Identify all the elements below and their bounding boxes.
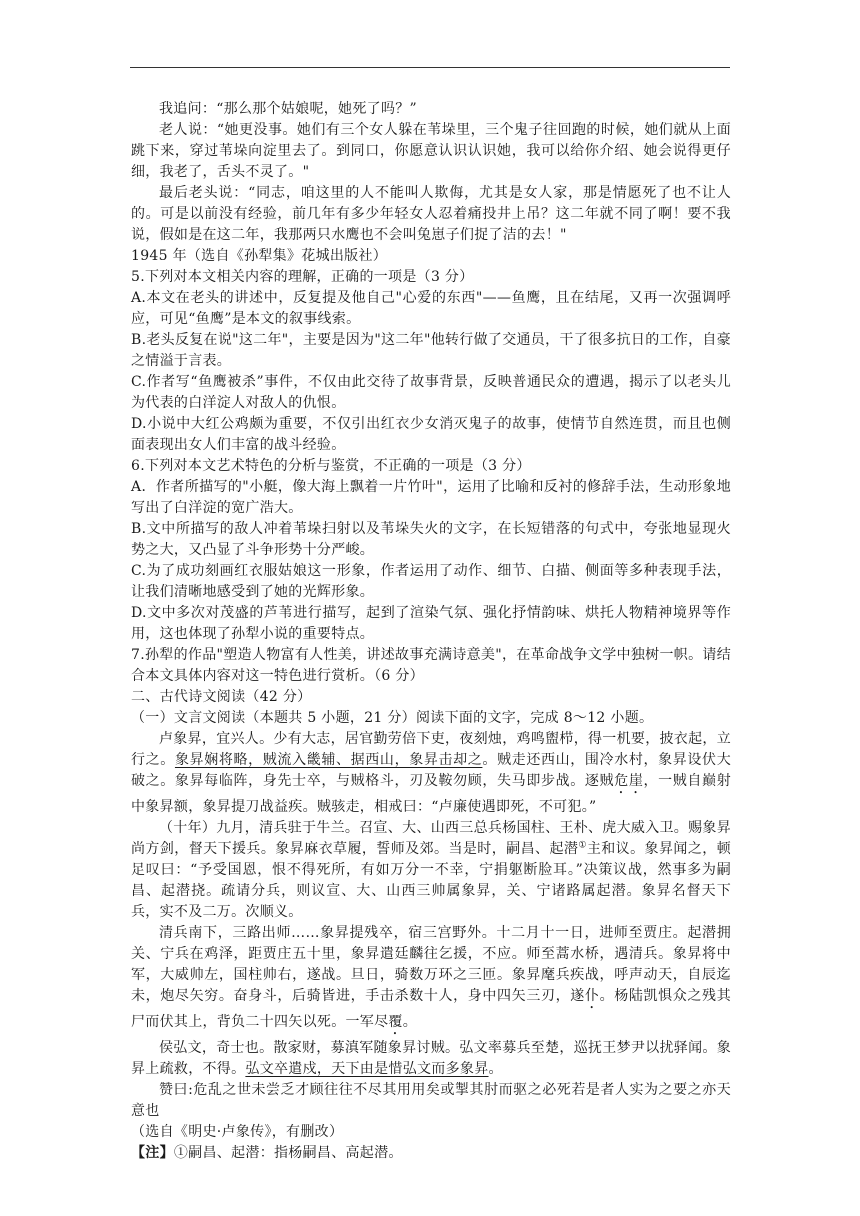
question-6-option-a: A．作者所描写的"小艇，像大海上飘着一片竹叶"，运用了比喻和反衬的修辞手法，生动形象地写出了白洋淀的宽广浩大。 <box>131 479 731 516</box>
page-content <box>131 99 731 1164</box>
classical-p4-underlined: 弘文卒遣戍，天下由是惜弘文而多象昇 <box>245 1061 489 1077</box>
classical-p1-text-b: 。贼走还西山，围冷水村，象昇设伏大破之。象昇每临阵，身先士卒，与贼格斗，刃及鞍勿顾，失马即步战。逐贼 <box>131 752 731 789</box>
classical-p3-text-b: 。杨陆凯惧众之残其尸而伏其上，背负二十四矢以死。一军尽 <box>131 988 731 1030</box>
classical-p2-text-a: （十年）九月，清兵驻于牛兰。召宣、大、山西三总兵杨国柱、王朴、虎大威入卫。赐象昇尚方剑，督天下援兵。象昇麻衣草履，誓师及郊。当是时，嗣昌、起潜 <box>131 820 731 857</box>
footnote-label: 【注】 <box>131 1145 174 1161</box>
classical-p2-text-b: 主和议。象昇闻之，顿足叹曰：“予受国恩，恨不得死所，有如万分一不幸，宁捐躯断脸耳。”决策议战，然事多为嗣昌、起潜挠。疏请分兵，则议宣、大、山西三帅属象昇，关、宁诸路属起潜。象昇名督天下兵，实不及二万。次顺义。 <box>131 841 731 920</box>
classical-p1-text-a: 卢象昇，宜兴人。少有大志，居官勤劳倍下吏，夜刻烛，鸡鸣盥栉，得一机要，披衣起，立行之。 <box>131 731 731 768</box>
question-6-option-d: D.文中多次对茂盛的芦苇进行描写，起到了渲染气氛、强化抒情韵味、烘托人物精神境界等作用，这也体现了孙犁小说的重要特点。 <box>131 605 731 642</box>
classical-p1-dotted: 危崖 <box>614 773 644 789</box>
classical-p3-text-c: 。 <box>402 1014 418 1030</box>
classical-p4-text-a: 侯弘文，奇士也。散家财，募滇军随象昇讨贼。弘文率募兵至楚，巡抚王梦尹以扰驿闻。象昇上疏救，不得。 <box>131 1040 731 1077</box>
section-2-title: 二、古代诗文阅读（42 分） <box>131 689 312 705</box>
classical-p1-text-c: ，一贼自巅射中象昇额，象昇提刀战益疾。贼骇走，相戒曰：“卢廉使遇即死，不可犯。” <box>131 773 731 815</box>
classical-paragraph-2 <box>131 818 731 923</box>
classical-p3-dotted-1: 仆 <box>584 988 600 1004</box>
question-6-option-b: B.文中所描写的敌人冲着苇垛扫射以及苇垛失火的文字，在长短错落的句式中，夸张地显现火势之大，又凸显了斗争形势十分严峻。 <box>131 521 731 558</box>
classical-paragraph-4 <box>131 1038 731 1080</box>
question-5-option-a: A.本文在老头的讲述中，反复提及他自己"心爱的东西"——鱼鹰，且在结尾，又再一次强调呼应，可见“鱼鹰”是本文的叙事线索。 <box>131 290 731 327</box>
question-5-stem: 5.下列对本文相关内容的理解，正确的一项是（3 分） <box>131 269 474 285</box>
classical-p3-text-a: 清兵南下，三路出师……象昇提残卒，宿三宫野外。十二月十一日，进师至贾庄。起潜拥关、宁兵在鸡泽，距贾庄五十里，象昇遣廷麟往乞援，不应。师至蒿水桥，遇清兵。象昇将中军，大威帅左，国柱帅右，遂战。旦日，骑数万环之三匝。象昇麾兵疾战，呼声动天，自辰迄未，炮尽矢穷。奋身斗，后骑皆进，手击杀数十人，身中四矢三刃，遂 <box>131 925 731 1004</box>
classical-p1-underlined: 象昇娴将略，贼流入畿辅、据西山，象昇击却之 <box>174 752 483 768</box>
question-5-option-d: D.小说中大红公鸡颇为重要，不仅引出红衣少女消灭鬼子的故事，使情节自然连贯，而且也侧面表现出女人们丰富的战斗经验。 <box>131 416 731 453</box>
classical-p3-dotted-2: 覆 <box>388 1014 403 1030</box>
footnote <box>131 1143 731 1164</box>
classical-paragraph-3 <box>131 923 731 1038</box>
classical-p4-text-b: 。 <box>488 1061 503 1077</box>
question-5-option-b: B.老头反复在说"这二年"，主要是因为"这二年"他转行做了交通员，干了很多抗日的工作，自豪之情溢于言表。 <box>131 332 731 369</box>
story-source: 1945 年（选自《孙犁集》花城出版社） <box>131 248 388 264</box>
footnote-marker: ① <box>578 840 587 851</box>
story-paragraph-2: 老人说：“她更没事。她们有三个女人躲在苇垛里，三个鬼子往回跑的时候，她们就从上面跳下来，穿过苇垛向淀里去了。到同口，你愿意认识认识她，我可以给你介绍、她会说得更仔细，我老了，舌头不灵了。" <box>131 122 731 180</box>
question-5-option-c: C.作者写“鱼鹰被杀”事件，不仅由此交待了故事背景，反映普通民众的遭遇，揭示了以老头儿为代表的白洋淀人对敌人的仇恨。 <box>131 374 731 411</box>
classical-paragraph-5: 赞曰:危乱之世未尝乏才顾往往不尽其用用矣或掣其肘而驱之必死若是者人实为之要之亦天意也 <box>131 1082 731 1119</box>
story-paragraph-3: 最后老头说：“同志，咱这里的人不能叫人欺侮，尤其是女人家，那是情愿死了也不让人的。可是以前没有经验，前几年有多少年轻女人忍着痛投井上吊？这二年就不同了啊！要不我说，假如是在这二年，我那两只水鹰也不会叫兔崽子们捉了洁的去！" <box>131 185 731 243</box>
section-2-subtitle: （一）文言文阅读（本题共 5 小题，21 分）阅读下面的文字，完成 8～12 小题。 <box>131 710 654 726</box>
classical-paragraph-1 <box>131 729 731 818</box>
question-7-stem: 7.孙犁的作品"塑造人物富有人性美，讲述故事充满诗意美"，在革命战争文学中独树一帜。请结合本文具体内容对这一特色进行赏析。（6 分） <box>131 647 731 684</box>
story-paragraph-1: 我追问：“那么那个姑娘呢，她死了吗？” <box>159 101 418 117</box>
footnote-text: ①嗣昌、起潜：指杨嗣昌、高起潜。 <box>173 1145 403 1161</box>
classical-source: （选自《明史·卢象传》，有删改） <box>131 1124 344 1140</box>
question-6-option-c: C.为了成功刻画红衣服姑娘这一形象，作者运用了动作、细节、白描、侧面等多种表现手法，让我们清晰地感受到了她的光辉形象。 <box>131 563 731 600</box>
header-rule <box>130 67 730 68</box>
question-6-stem: 6.下列对本文艺术特色的分析与鉴赏，不正确的一项是（3 分） <box>131 458 531 474</box>
